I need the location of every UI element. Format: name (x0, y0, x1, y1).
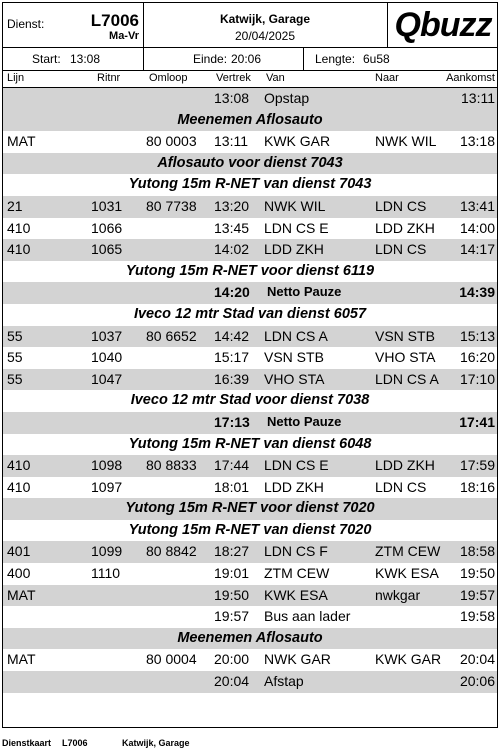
cell-vertrek: 13:20 (214, 197, 250, 214)
trip-row (3, 606, 497, 628)
section-title-row (3, 628, 497, 650)
trip-row (3, 477, 497, 499)
cell-ritnr: 1037 (91, 327, 123, 344)
trip-row (3, 239, 497, 261)
cell-van: KWK GAR (264, 133, 331, 150)
cell-naar: LDD ZKH (375, 219, 435, 236)
cell-lijn: 400 (7, 565, 31, 582)
section-title-row (3, 304, 497, 326)
cell-ritnr: 1047 (91, 370, 123, 387)
trip-row (3, 196, 497, 218)
cell-van: VSN STB (264, 349, 324, 366)
trip-row (3, 671, 497, 693)
section-title: Iveco 12 mtr Stad voor dienst 7038 (130, 392, 370, 409)
cell-naar: LDN CS (375, 197, 427, 214)
cell-van: LDN CS E (264, 457, 329, 474)
cell-aankomst: 14:00 (459, 219, 495, 236)
logo-cell (387, 3, 499, 47)
cell-lijn: MAT (7, 586, 36, 603)
pause-row (3, 282, 497, 304)
cell-lijn: 410 (7, 219, 31, 236)
cell-lijn: 410 (7, 241, 31, 258)
location: Katwijk, Garage (219, 12, 311, 26)
cell-lijn: 55 (7, 327, 23, 344)
cell-van: VHO STA (264, 370, 325, 387)
end-cell (143, 48, 304, 70)
length-label: Lengte: (315, 52, 356, 66)
cell-aankomst: 14:17 (459, 241, 495, 258)
date: 20/04/2025 (234, 29, 296, 43)
pause-end: 17:41 (459, 413, 495, 430)
section-title: Yutong 15m R-NET voor dienst 7020 (125, 500, 375, 517)
cell-naar: LDN CS (375, 478, 427, 495)
cell-van: LDN CS F (264, 543, 328, 560)
start-label: Start: (32, 52, 61, 66)
qbuzz-logo: Qbuzz (394, 6, 492, 44)
trip-row (3, 563, 497, 585)
pause-start: 17:13 (214, 413, 250, 430)
cell-lijn: MAT (7, 133, 36, 150)
cell-naar: VSN STB (375, 327, 435, 344)
section-title: Meenemen Aflosauto (177, 111, 323, 128)
trip-row (3, 585, 497, 607)
cell-omloop: 80 6652 (146, 327, 197, 344)
cell-lijn: 55 (7, 370, 23, 387)
col-naar: Naar (375, 72, 399, 84)
section-title: Yutong 15m R-NET van dienst 7043 (128, 176, 372, 193)
cell-van: LDD ZKH (264, 241, 324, 258)
trip-row (3, 649, 497, 671)
pause-row (3, 412, 497, 434)
section-title-row (3, 390, 497, 412)
cell-van: NWK GAR (264, 651, 331, 668)
section-title-row (3, 434, 497, 456)
cell-ritnr: 1065 (91, 241, 123, 258)
trip-row (3, 326, 497, 348)
section-title-row (3, 174, 497, 196)
section-title-row (3, 498, 497, 520)
cell-vertrek: 14:02 (214, 241, 250, 258)
length-value: 6u58 (363, 52, 390, 66)
cell-aankomst: 17:10 (459, 370, 495, 387)
section-title: Meenemen Aflosauto (177, 629, 323, 646)
cell-naar: LDN CS A (375, 370, 439, 387)
cell-vertrek: 20:00 (214, 651, 250, 668)
trip-row (3, 347, 497, 369)
cell-aankomst: 16:20 (459, 349, 495, 366)
length-cell (303, 48, 499, 70)
pause-label: Netto Pauze (267, 413, 342, 429)
cell-lijn: MAT (7, 651, 36, 668)
cell-van: Bus aan lader (264, 608, 351, 625)
cell-van: Opstap (264, 90, 310, 106)
cell-vertrek: 20:04 (214, 673, 250, 690)
cell-naar: VHO STA (375, 349, 436, 366)
end-label: Einde: (193, 52, 228, 66)
cell-van: NWK WIL (264, 197, 326, 214)
cell-aankomst: 13:18 (459, 133, 495, 150)
cell-vertrek: 18:27 (214, 543, 250, 560)
cell-omloop: 80 0004 (146, 651, 197, 668)
col-lijn: Lijn (7, 72, 25, 84)
col-omloop: Omloop (149, 72, 188, 84)
footer-location: Katwijk, Garage (122, 738, 190, 748)
cell-lijn: 410 (7, 457, 31, 474)
cell-omloop: 80 0003 (146, 133, 197, 150)
cell-aankomst: 15:13 (459, 327, 495, 344)
duty-card (2, 2, 498, 728)
cell-lijn: 21 (7, 197, 23, 214)
cell-omloop: 80 7738 (146, 197, 197, 214)
footer-label: Dienstkaart (2, 738, 52, 748)
col-ritnr: Ritnr (97, 72, 121, 84)
section-title: Iveco 12 mtr Stad van dienst 6057 (133, 305, 367, 322)
cell-vertrek: 13:45 (214, 219, 250, 236)
day-type: Ma-Vr (109, 30, 139, 42)
card-header (3, 3, 497, 48)
cell-vertrek: 13:08 (214, 90, 250, 106)
section-title: Yutong 15m R-NET van dienst 7020 (128, 521, 372, 538)
start-cell (3, 48, 144, 70)
cell-vertrek: 14:42 (214, 327, 250, 344)
cell-vertrek: 16:39 (214, 370, 250, 387)
cell-aankomst: 20:04 (459, 651, 495, 668)
cell-lijn: 55 (7, 349, 23, 366)
cell-ritnr: 1099 (91, 543, 123, 560)
duty-number: L7006 (90, 11, 139, 30)
cell-naar: KWK GAR (375, 651, 442, 668)
pause-label: Netto Pauze (267, 284, 342, 300)
cell-naar: nwkgar (375, 586, 421, 603)
cell-van: LDD ZKH (264, 478, 324, 495)
trip-row (3, 455, 497, 477)
cell-naar: ZTM CEW (375, 543, 441, 560)
col-aankomst: Aankomst (446, 72, 495, 84)
cell-ritnr: 1098 (91, 457, 123, 474)
cell-aankomst: 13:41 (459, 197, 495, 214)
section-title: Aflosauto voor dienst 7043 (157, 154, 343, 171)
cell-vertrek: 19:50 (214, 586, 250, 603)
section-title-row (3, 110, 497, 132)
duty-cell (3, 3, 144, 47)
cell-naar: NWK WIL (375, 133, 437, 150)
cell-aankomst: 19:58 (459, 608, 495, 625)
cell-aankomst: 19:50 (459, 565, 495, 582)
trip-row (3, 369, 497, 391)
cell-van: LDN CS E (264, 219, 329, 236)
cell-van: Afstap (264, 673, 304, 690)
cell-aankomst: 20:06 (459, 673, 495, 690)
cell-van: LDN CS A (264, 327, 328, 344)
section-title-row (3, 520, 497, 542)
cell-ritnr: 1040 (91, 349, 123, 366)
cell-ritnr: 1110 (91, 565, 121, 582)
cell-van: KWK ESA (264, 586, 328, 603)
location-cell (143, 3, 388, 47)
cell-aankomst: 17:59 (459, 457, 495, 474)
times-bar (3, 48, 497, 71)
col-vertrek: Vertrek (216, 72, 251, 84)
section-title-row (3, 153, 497, 175)
cell-aankomst: 18:58 (459, 543, 495, 560)
section-title: Yutong 15m R-NET van dienst 6048 (128, 435, 372, 452)
trip-row (3, 218, 497, 240)
cell-aankomst: 19:57 (459, 586, 495, 603)
cell-naar: LDD ZKH (375, 457, 435, 474)
trip-row (3, 88, 497, 110)
cell-lijn: 401 (7, 543, 31, 560)
trip-row (3, 131, 497, 153)
section-title: Yutong 15m R-NET voor dienst 6119 (125, 262, 375, 279)
section-title-row (3, 261, 497, 283)
cell-omloop: 80 8842 (146, 543, 197, 560)
cell-aankomst: 18:16 (459, 478, 495, 495)
trip-row (3, 541, 497, 563)
cell-naar: LDN CS (375, 241, 427, 258)
cell-vertrek: 19:01 (214, 565, 250, 582)
cell-vertrek: 18:01 (214, 478, 250, 495)
cell-naar: KWK ESA (375, 565, 439, 582)
start-time: 13:08 (70, 52, 101, 66)
cell-ritnr: 1097 (91, 478, 123, 495)
cell-vertrek: 13:11 (214, 133, 248, 150)
cell-omloop: 80 8833 (146, 457, 197, 474)
cell-vertrek: 15:17 (214, 349, 250, 366)
cell-ritnr: 1066 (91, 219, 123, 236)
footer-duty-number: L7006 (62, 738, 88, 748)
column-headers (3, 71, 497, 88)
end-time: 20:06 (231, 52, 262, 66)
cell-ritnr: 1031 (91, 197, 123, 214)
cell-vertrek: 19:57 (214, 608, 250, 625)
duty-label: Dienst: (7, 17, 45, 31)
col-van: Van (266, 72, 285, 84)
cell-aankomst: 13:11 (461, 90, 495, 106)
cell-lijn: 410 (7, 478, 31, 495)
schedule-rows (3, 88, 497, 693)
pause-start: 14:20 (214, 284, 250, 301)
cell-van: ZTM CEW (264, 565, 330, 582)
pause-end: 14:39 (459, 284, 495, 301)
cell-vertrek: 17:44 (214, 457, 250, 474)
